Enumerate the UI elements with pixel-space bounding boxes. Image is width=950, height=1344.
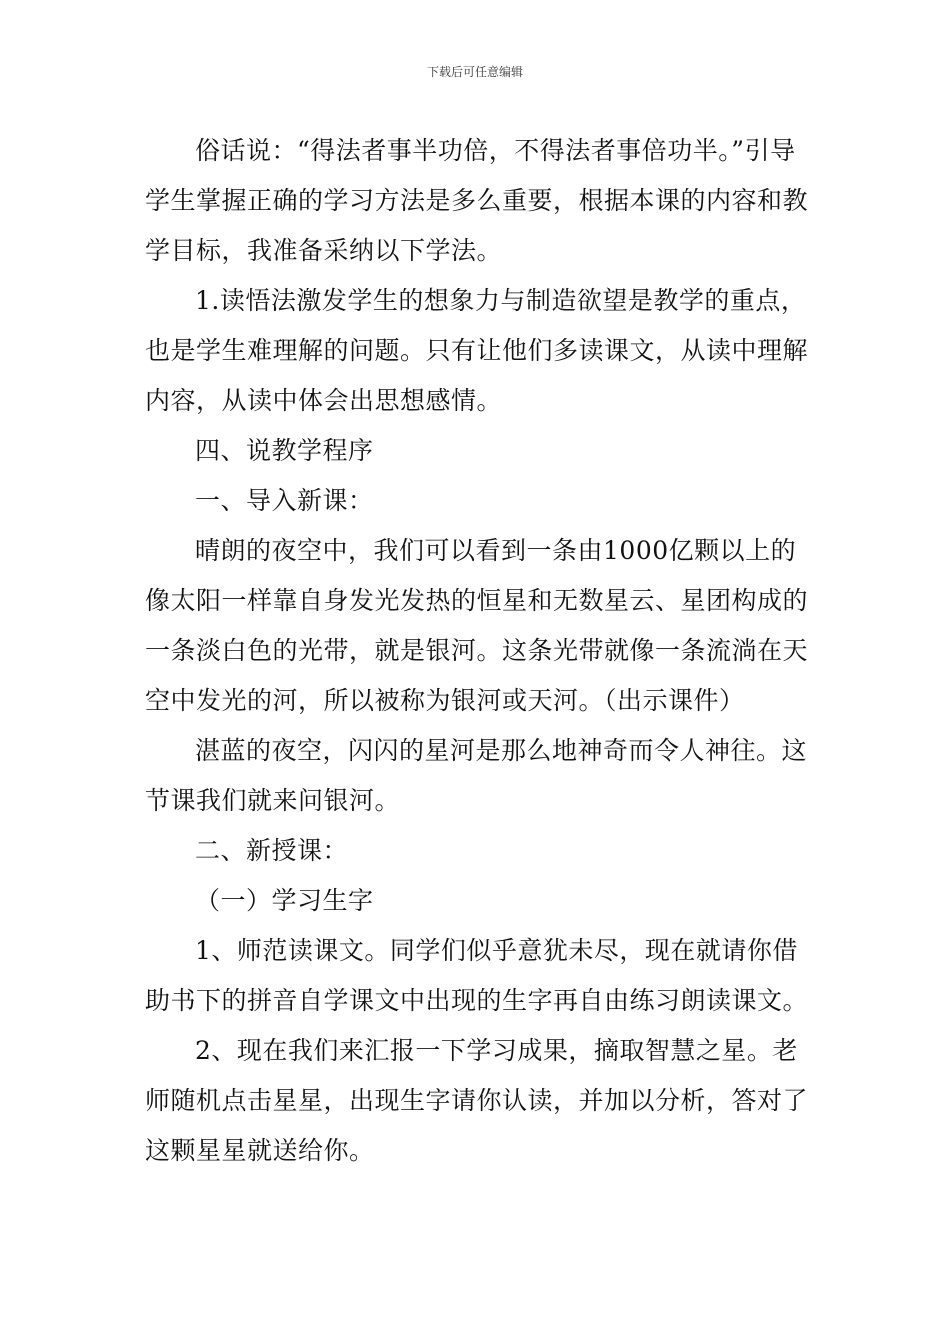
paragraph-proverb: 俗话说：“得法者事半功倍，不得法者事倍功半。”引导学生掌握正确的学习方法是多么重要，根据本课的内容和教学目标，我准备采纳以下学法。 bbox=[145, 136, 809, 265]
document-body bbox=[145, 126, 810, 1176]
heading-learn-characters: （一）学习生字 bbox=[195, 886, 374, 915]
paragraph-step-1: 1、师范读课文。同学们似乎意犹未尽，现在就请你借助书下的拼音自学课文中出现的生字再自由练习朗读课文。 bbox=[145, 936, 809, 1015]
paragraph-milky-way: 晴朗的夜空中，我们可以看到一条由1000亿颗以上的像太阳一样靠自身发光发热的恒星和无数星云、星团构成的一条淡白色的光带，就是银河。这条光带就像一条流淌在天空中发光的河，所以被称为银河或天河。（出示课件） bbox=[145, 536, 809, 715]
page-header: 下载后可任意编辑 bbox=[426, 65, 523, 79]
heading-teaching-procedure: 四、说教学程序 bbox=[195, 436, 374, 465]
paragraph-night-sky: 湛蓝的夜空，闪闪的星河是那么地神奇而令人神往。这节课我们就来问银河。 bbox=[145, 736, 808, 815]
heading-introduction: 一、导入新课： bbox=[195, 486, 374, 515]
heading-new-lesson: 二、新授课： bbox=[195, 836, 349, 865]
paragraph-step-2: 2、现在我们来汇报一下学习成果，摘取智慧之星。老师随机点击星星，出现生字请你认读，并加以分析，答对了这颗星星就送给你。 bbox=[145, 1036, 809, 1165]
paragraph-method-1: 1.读悟法激发学生的想象力与制造欲望是教学的重点，也是学生难理解的问题。只有让他们多读课文，从读中理解内容，从读中体会出思想感情。 bbox=[145, 286, 809, 415]
